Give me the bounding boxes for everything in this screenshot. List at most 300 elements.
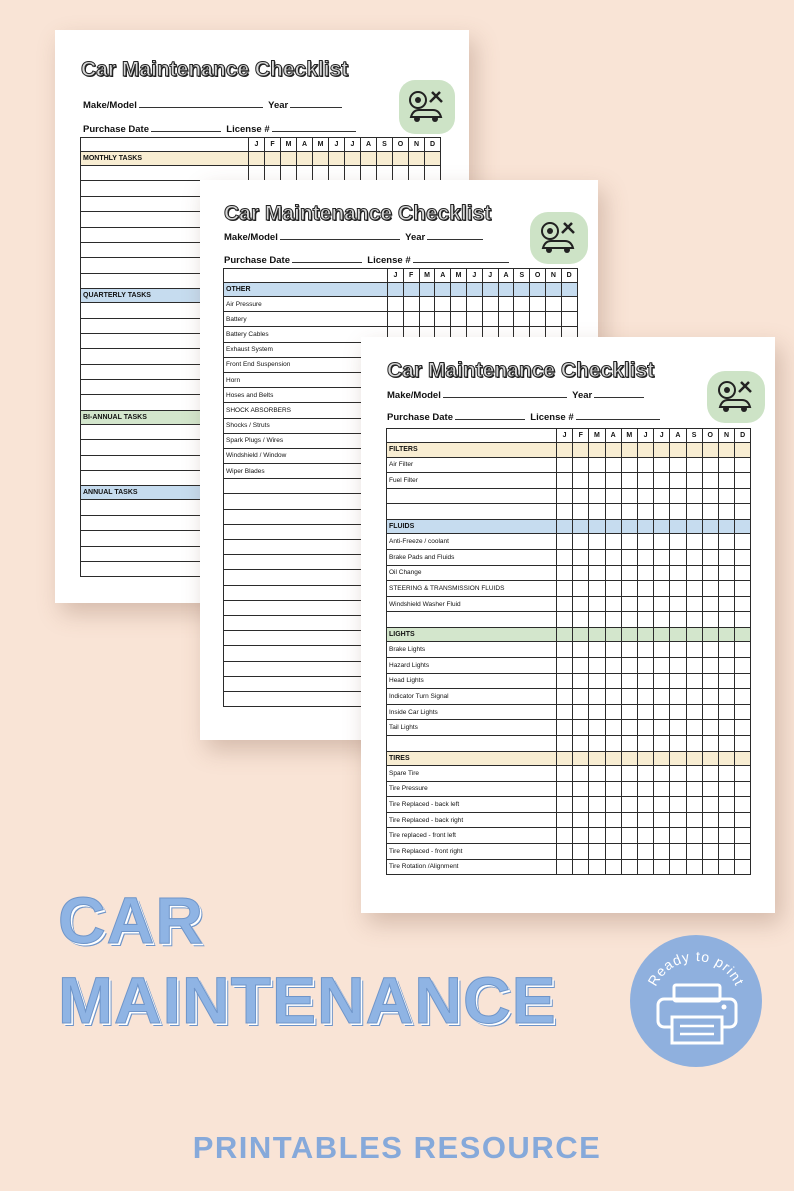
check-box[interactable]: [589, 689, 605, 705]
check-box[interactable]: [621, 673, 637, 689]
check-box[interactable]: [637, 766, 653, 782]
check-box[interactable]: [702, 596, 718, 612]
check-box[interactable]: [605, 720, 621, 736]
check-box[interactable]: [573, 859, 589, 875]
check-box[interactable]: [637, 565, 653, 581]
check-box[interactable]: [605, 473, 621, 489]
check-box[interactable]: [605, 549, 621, 565]
check-box[interactable]: [545, 297, 561, 312]
check-box[interactable]: [686, 828, 702, 844]
check-box[interactable]: [557, 457, 573, 473]
check-box[interactable]: [702, 457, 718, 473]
check-box[interactable]: [654, 844, 670, 860]
check-box[interactable]: [605, 658, 621, 674]
check-box[interactable]: [637, 549, 653, 565]
check-box[interactable]: [735, 673, 751, 689]
check-box[interactable]: [718, 797, 734, 813]
check-box[interactable]: [605, 766, 621, 782]
check-box[interactable]: [573, 812, 589, 828]
check-box[interactable]: [388, 312, 404, 327]
check-box[interactable]: [605, 612, 621, 628]
check-box[interactable]: [425, 166, 441, 181]
check-box[interactable]: [419, 297, 435, 312]
check-box[interactable]: [589, 488, 605, 504]
check-box[interactable]: [718, 736, 734, 752]
check-box[interactable]: [573, 581, 589, 597]
check-box[interactable]: [621, 766, 637, 782]
check-box[interactable]: [637, 704, 653, 720]
check-box[interactable]: [589, 581, 605, 597]
check-box[interactable]: [589, 844, 605, 860]
check-box[interactable]: [621, 534, 637, 550]
check-box[interactable]: [573, 504, 589, 520]
check-box[interactable]: [702, 828, 718, 844]
check-box[interactable]: [637, 828, 653, 844]
check-box[interactable]: [435, 312, 451, 327]
check-box[interactable]: [702, 736, 718, 752]
check-box[interactable]: [313, 166, 329, 181]
check-box[interactable]: [735, 596, 751, 612]
check-box[interactable]: [670, 859, 686, 875]
check-box[interactable]: [403, 312, 419, 327]
check-box[interactable]: [466, 312, 482, 327]
check-box[interactable]: [702, 781, 718, 797]
check-box[interactable]: [621, 828, 637, 844]
check-box[interactable]: [621, 658, 637, 674]
check-box[interactable]: [557, 704, 573, 720]
check-box[interactable]: [735, 797, 751, 813]
check-box[interactable]: [718, 689, 734, 705]
check-box[interactable]: [735, 612, 751, 628]
check-box[interactable]: [670, 612, 686, 628]
check-box[interactable]: [702, 766, 718, 782]
check-box[interactable]: [573, 673, 589, 689]
check-box[interactable]: [451, 297, 467, 312]
check-box[interactable]: [735, 581, 751, 597]
check-box[interactable]: [589, 766, 605, 782]
check-box[interactable]: [670, 797, 686, 813]
check-box[interactable]: [735, 828, 751, 844]
check-box[interactable]: [451, 312, 467, 327]
check-box[interactable]: [573, 534, 589, 550]
check-box[interactable]: [557, 612, 573, 628]
check-box[interactable]: [573, 642, 589, 658]
check-box[interactable]: [718, 642, 734, 658]
check-box[interactable]: [718, 828, 734, 844]
check-box[interactable]: [686, 642, 702, 658]
check-box[interactable]: [670, 581, 686, 597]
check-box[interactable]: [621, 844, 637, 860]
check-box[interactable]: [702, 549, 718, 565]
check-box[interactable]: [573, 766, 589, 782]
check-box[interactable]: [557, 689, 573, 705]
check-box[interactable]: [637, 797, 653, 813]
check-box[interactable]: [735, 736, 751, 752]
check-box[interactable]: [654, 534, 670, 550]
check-box[interactable]: [718, 565, 734, 581]
check-box[interactable]: [735, 488, 751, 504]
check-box[interactable]: [637, 720, 653, 736]
check-box[interactable]: [573, 781, 589, 797]
check-box[interactable]: [409, 166, 425, 181]
check-box[interactable]: [718, 534, 734, 550]
check-box[interactable]: [361, 166, 377, 181]
check-box[interactable]: [621, 488, 637, 504]
check-box[interactable]: [735, 781, 751, 797]
check-box[interactable]: [621, 473, 637, 489]
check-box[interactable]: [605, 844, 621, 860]
check-box[interactable]: [702, 642, 718, 658]
check-box[interactable]: [686, 797, 702, 813]
check-box[interactable]: [573, 612, 589, 628]
check-box[interactable]: [735, 812, 751, 828]
check-box[interactable]: [621, 797, 637, 813]
check-box[interactable]: [735, 720, 751, 736]
check-box[interactable]: [686, 504, 702, 520]
check-box[interactable]: [735, 689, 751, 705]
check-box[interactable]: [702, 859, 718, 875]
check-box[interactable]: [718, 844, 734, 860]
check-box[interactable]: [735, 766, 751, 782]
check-box[interactable]: [654, 720, 670, 736]
check-box[interactable]: [670, 828, 686, 844]
check-box[interactable]: [686, 689, 702, 705]
check-box[interactable]: [718, 612, 734, 628]
check-box[interactable]: [670, 658, 686, 674]
check-box[interactable]: [718, 457, 734, 473]
check-box[interactable]: [686, 736, 702, 752]
check-box[interactable]: [718, 658, 734, 674]
check-box[interactable]: [589, 673, 605, 689]
check-box[interactable]: [718, 781, 734, 797]
check-box[interactable]: [702, 534, 718, 550]
check-box[interactable]: [670, 781, 686, 797]
check-box[interactable]: [621, 704, 637, 720]
check-box[interactable]: [686, 596, 702, 612]
check-box[interactable]: [686, 812, 702, 828]
check-box[interactable]: [557, 642, 573, 658]
check-box[interactable]: [686, 473, 702, 489]
check-box[interactable]: [637, 534, 653, 550]
check-box[interactable]: [557, 720, 573, 736]
check-box[interactable]: [573, 488, 589, 504]
check-box[interactable]: [297, 166, 313, 181]
check-box[interactable]: [605, 457, 621, 473]
check-box[interactable]: [686, 673, 702, 689]
check-box[interactable]: [718, 766, 734, 782]
check-box[interactable]: [686, 844, 702, 860]
check-box[interactable]: [686, 488, 702, 504]
check-box[interactable]: [718, 473, 734, 489]
check-box[interactable]: [637, 689, 653, 705]
check-box[interactable]: [637, 504, 653, 520]
check-box[interactable]: [735, 859, 751, 875]
check-box[interactable]: [589, 812, 605, 828]
check-box[interactable]: [637, 581, 653, 597]
check-box[interactable]: [605, 534, 621, 550]
check-box[interactable]: [670, 457, 686, 473]
check-box[interactable]: [702, 797, 718, 813]
check-box[interactable]: [735, 658, 751, 674]
check-box[interactable]: [557, 828, 573, 844]
check-box[interactable]: [654, 736, 670, 752]
check-box[interactable]: [718, 704, 734, 720]
check-box[interactable]: [621, 581, 637, 597]
check-box[interactable]: [573, 828, 589, 844]
check-box[interactable]: [605, 828, 621, 844]
check-box[interactable]: [654, 781, 670, 797]
check-box[interactable]: [735, 565, 751, 581]
check-box[interactable]: [419, 312, 435, 327]
check-box[interactable]: [686, 581, 702, 597]
check-box[interactable]: [435, 297, 451, 312]
check-box[interactable]: [557, 581, 573, 597]
check-box[interactable]: [573, 704, 589, 720]
check-box[interactable]: [589, 473, 605, 489]
check-box[interactable]: [621, 781, 637, 797]
check-box[interactable]: [702, 488, 718, 504]
check-box[interactable]: [573, 596, 589, 612]
check-box[interactable]: [702, 504, 718, 520]
check-box[interactable]: [637, 673, 653, 689]
check-box[interactable]: [702, 473, 718, 489]
check-box[interactable]: [702, 581, 718, 597]
check-box[interactable]: [573, 565, 589, 581]
check-box[interactable]: [281, 166, 297, 181]
check-box[interactable]: [637, 642, 653, 658]
check-box[interactable]: [573, 689, 589, 705]
check-box[interactable]: [637, 844, 653, 860]
check-box[interactable]: [702, 565, 718, 581]
check-box[interactable]: [573, 720, 589, 736]
check-box[interactable]: [686, 859, 702, 875]
check-box[interactable]: [621, 596, 637, 612]
check-box[interactable]: [589, 720, 605, 736]
check-box[interactable]: [718, 581, 734, 597]
check-box[interactable]: [621, 457, 637, 473]
check-box[interactable]: [557, 673, 573, 689]
check-box[interactable]: [589, 549, 605, 565]
check-box[interactable]: [718, 859, 734, 875]
check-box[interactable]: [589, 828, 605, 844]
check-box[interactable]: [557, 534, 573, 550]
check-box[interactable]: [557, 549, 573, 565]
check-box[interactable]: [621, 549, 637, 565]
check-box[interactable]: [557, 797, 573, 813]
check-box[interactable]: [605, 642, 621, 658]
check-box[interactable]: [686, 781, 702, 797]
check-box[interactable]: [466, 297, 482, 312]
check-box[interactable]: [557, 859, 573, 875]
check-box[interactable]: [654, 596, 670, 612]
check-box[interactable]: [670, 534, 686, 550]
check-box[interactable]: [637, 658, 653, 674]
check-box[interactable]: [589, 859, 605, 875]
check-box[interactable]: [621, 642, 637, 658]
check-box[interactable]: [561, 312, 577, 327]
check-box[interactable]: [605, 797, 621, 813]
check-box[interactable]: [686, 612, 702, 628]
check-box[interactable]: [621, 812, 637, 828]
check-box[interactable]: [670, 596, 686, 612]
check-box[interactable]: [735, 534, 751, 550]
check-box[interactable]: [573, 844, 589, 860]
check-box[interactable]: [589, 658, 605, 674]
check-box[interactable]: [605, 736, 621, 752]
check-box[interactable]: [702, 720, 718, 736]
check-box[interactable]: [557, 488, 573, 504]
check-box[interactable]: [589, 797, 605, 813]
check-box[interactable]: [654, 766, 670, 782]
check-box[interactable]: [654, 859, 670, 875]
check-box[interactable]: [718, 812, 734, 828]
check-box[interactable]: [670, 844, 686, 860]
check-box[interactable]: [621, 565, 637, 581]
check-box[interactable]: [621, 612, 637, 628]
check-box[interactable]: [654, 797, 670, 813]
check-box[interactable]: [702, 689, 718, 705]
check-box[interactable]: [670, 689, 686, 705]
check-box[interactable]: [654, 504, 670, 520]
check-box[interactable]: [637, 781, 653, 797]
check-box[interactable]: [605, 704, 621, 720]
check-box[interactable]: [670, 565, 686, 581]
check-box[interactable]: [573, 658, 589, 674]
check-box[interactable]: [718, 596, 734, 612]
check-box[interactable]: [573, 457, 589, 473]
check-box[interactable]: [329, 166, 345, 181]
check-box[interactable]: [735, 549, 751, 565]
check-box[interactable]: [589, 534, 605, 550]
check-box[interactable]: [637, 736, 653, 752]
check-box[interactable]: [654, 673, 670, 689]
check-box[interactable]: [637, 812, 653, 828]
check-box[interactable]: [557, 812, 573, 828]
check-box[interactable]: [654, 689, 670, 705]
check-box[interactable]: [589, 612, 605, 628]
check-box[interactable]: [735, 844, 751, 860]
check-box[interactable]: [557, 736, 573, 752]
check-box[interactable]: [735, 642, 751, 658]
check-box[interactable]: [670, 488, 686, 504]
check-box[interactable]: [573, 736, 589, 752]
check-box[interactable]: [605, 488, 621, 504]
check-box[interactable]: [621, 736, 637, 752]
check-box[interactable]: [557, 658, 573, 674]
check-box[interactable]: [265, 166, 281, 181]
check-box[interactable]: [557, 504, 573, 520]
check-box[interactable]: [530, 312, 546, 327]
check-box[interactable]: [718, 673, 734, 689]
check-box[interactable]: [654, 565, 670, 581]
check-box[interactable]: [498, 297, 514, 312]
check-box[interactable]: [605, 812, 621, 828]
check-box[interactable]: [686, 704, 702, 720]
check-box[interactable]: [702, 812, 718, 828]
check-box[interactable]: [686, 534, 702, 550]
check-box[interactable]: [589, 781, 605, 797]
check-box[interactable]: [605, 859, 621, 875]
check-box[interactable]: [388, 297, 404, 312]
check-box[interactable]: [589, 457, 605, 473]
check-box[interactable]: [670, 812, 686, 828]
check-box[interactable]: [557, 766, 573, 782]
check-box[interactable]: [654, 828, 670, 844]
check-box[interactable]: [589, 596, 605, 612]
check-box[interactable]: [735, 504, 751, 520]
check-box[interactable]: [702, 673, 718, 689]
check-box[interactable]: [605, 596, 621, 612]
check-box[interactable]: [605, 504, 621, 520]
check-box[interactable]: [561, 297, 577, 312]
check-box[interactable]: [654, 642, 670, 658]
check-box[interactable]: [670, 736, 686, 752]
check-box[interactable]: [589, 736, 605, 752]
check-box[interactable]: [702, 612, 718, 628]
check-box[interactable]: [621, 504, 637, 520]
check-box[interactable]: [654, 473, 670, 489]
check-box[interactable]: [718, 720, 734, 736]
check-box[interactable]: [718, 504, 734, 520]
check-box[interactable]: [702, 658, 718, 674]
check-box[interactable]: [557, 596, 573, 612]
check-box[interactable]: [249, 166, 265, 181]
check-box[interactable]: [686, 457, 702, 473]
check-box[interactable]: [702, 704, 718, 720]
check-box[interactable]: [654, 812, 670, 828]
check-box[interactable]: [605, 673, 621, 689]
check-box[interactable]: [557, 565, 573, 581]
check-box[interactable]: [654, 658, 670, 674]
check-box[interactable]: [654, 457, 670, 473]
check-box[interactable]: [670, 704, 686, 720]
check-box[interactable]: [686, 658, 702, 674]
check-box[interactable]: [498, 312, 514, 327]
check-box[interactable]: [637, 488, 653, 504]
check-box[interactable]: [654, 581, 670, 597]
check-box[interactable]: [686, 720, 702, 736]
check-box[interactable]: [605, 689, 621, 705]
check-box[interactable]: [702, 844, 718, 860]
check-box[interactable]: [403, 297, 419, 312]
check-box[interactable]: [589, 565, 605, 581]
check-box[interactable]: [573, 549, 589, 565]
check-box[interactable]: [482, 297, 498, 312]
check-box[interactable]: [670, 673, 686, 689]
check-box[interactable]: [637, 859, 653, 875]
check-box[interactable]: [637, 596, 653, 612]
check-box[interactable]: [605, 581, 621, 597]
check-box[interactable]: [670, 504, 686, 520]
check-box[interactable]: [589, 704, 605, 720]
check-box[interactable]: [670, 473, 686, 489]
check-box[interactable]: [530, 297, 546, 312]
check-box[interactable]: [670, 549, 686, 565]
check-box[interactable]: [718, 488, 734, 504]
check-box[interactable]: [589, 504, 605, 520]
check-box[interactable]: [670, 720, 686, 736]
check-box[interactable]: [345, 166, 361, 181]
check-box[interactable]: [514, 312, 530, 327]
check-box[interactable]: [377, 166, 393, 181]
check-box[interactable]: [482, 312, 498, 327]
check-box[interactable]: [637, 457, 653, 473]
check-box[interactable]: [735, 704, 751, 720]
check-box[interactable]: [393, 166, 409, 181]
check-box[interactable]: [589, 642, 605, 658]
check-box[interactable]: [621, 689, 637, 705]
check-box[interactable]: [545, 312, 561, 327]
